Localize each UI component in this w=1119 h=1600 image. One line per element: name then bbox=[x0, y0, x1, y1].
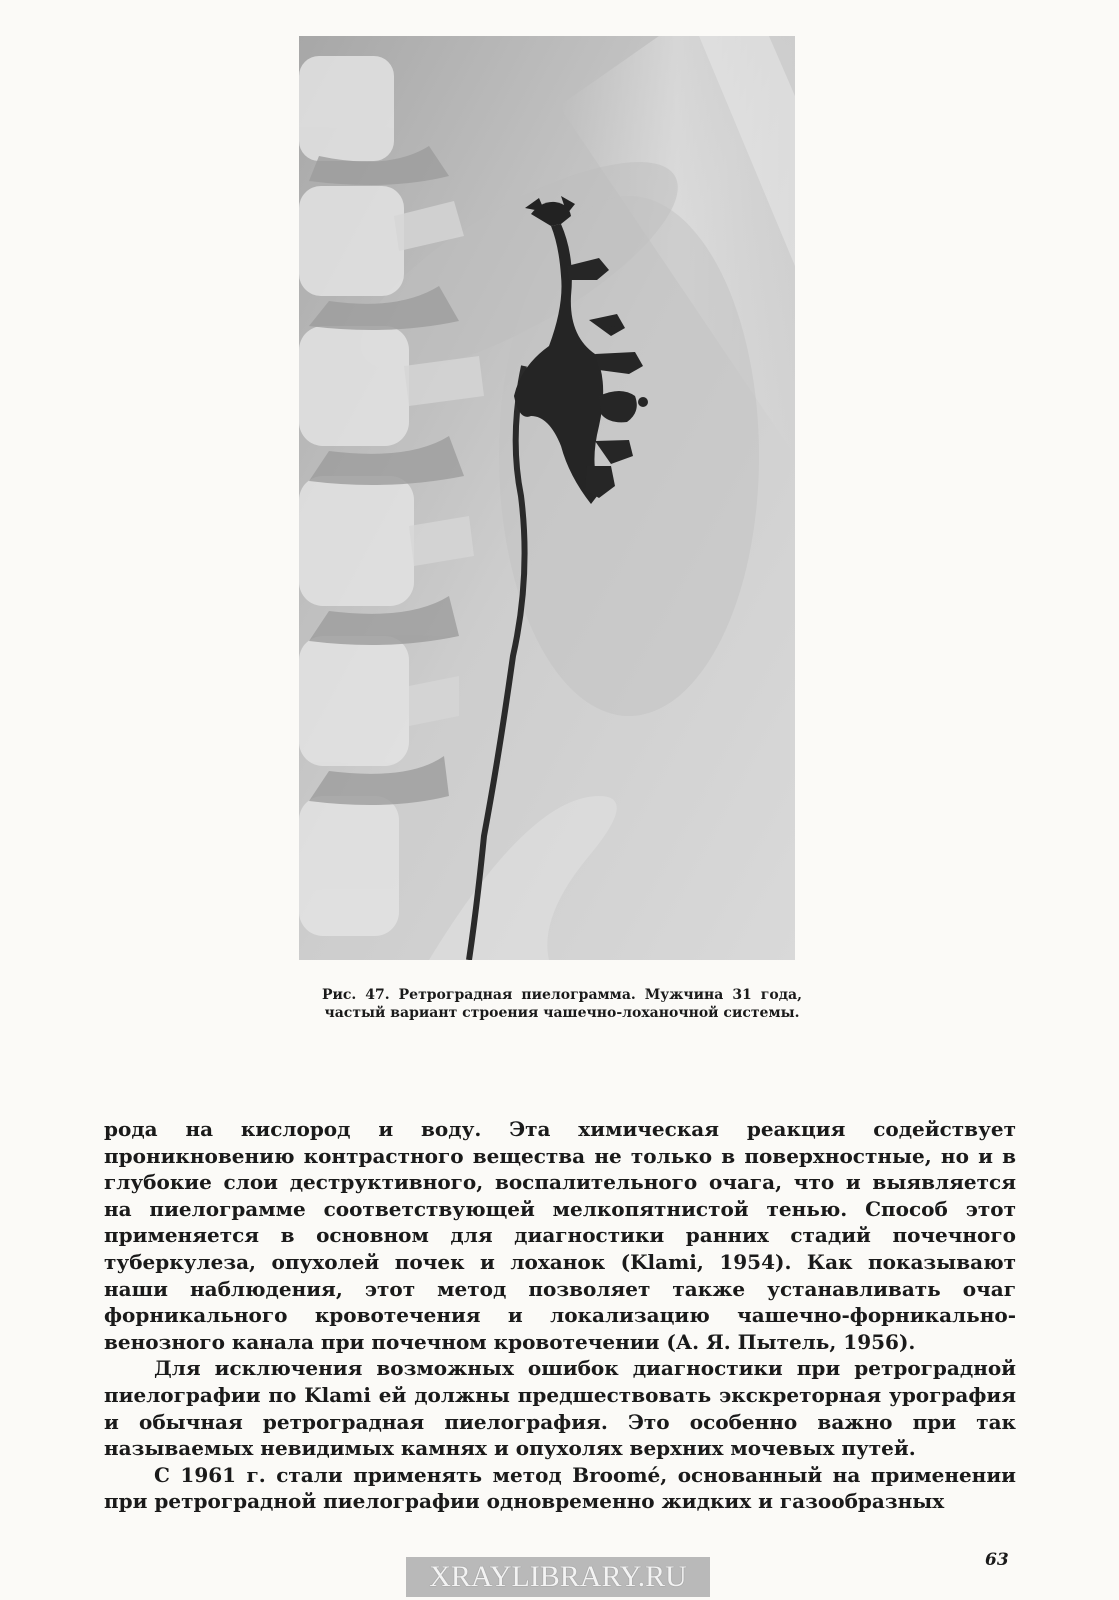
paragraph: рода на кислород и воду. Эта химическая реакция содействует проникновению контрастного вещества не только в поверхностные, но и в глубокие слои деструктивного, воспалительного очага, что и выявляется на пиелограмме соответствующей мелкопятнистой тенью. Способ этот применяется в основном для диагностики ранних стадий почечного туберкулеза, опухолей почек и лоханок (Klami, 1954). Как показывают наши наблюдения, этот метод позволяет также устанавливать очаг форникального кровотечения и локализацию чашечно-форникально-венозного канала при почечном кровотечении (А. Я. Пытель, 1956). bbox=[104, 1117, 1016, 1354]
watermark: XRAYLIBRARY.RU bbox=[406, 1557, 710, 1597]
paragraph: С 1961 г. стали применять метод Broomé, основанный на применении при ретроградной пиелографии одновременно жидких и газообразных bbox=[104, 1462, 1016, 1514]
page-number: 63 bbox=[985, 1550, 1009, 1570]
paragraph: Для исключения возможных ошибок диагностики при ретроградной пиелографии по Klami ей должны предшествовать экскреторная урография и обычная ретроградная пиелография. Это особенно важно при так называемых невидимых камнях и опухолях верхних мочевых путей. bbox=[104, 1356, 1016, 1461]
body-text bbox=[104, 1116, 1016, 1515]
figure-caption: Рис. 47. Ретроградная пиелограмма. Мужчина 31 года, частый вариант строения чашечно-лоханочной системы. bbox=[322, 987, 802, 1021]
pyelogram-figure bbox=[299, 36, 795, 960]
pyelogram-xray-image bbox=[299, 36, 795, 960]
